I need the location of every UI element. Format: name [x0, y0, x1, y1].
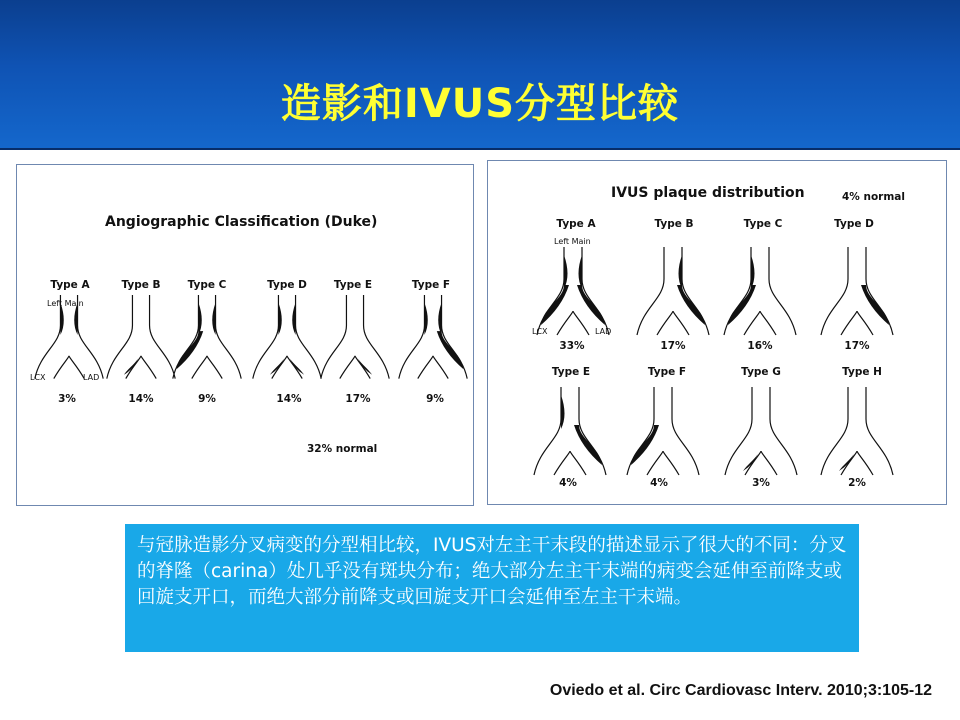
plaque	[861, 285, 889, 325]
angio-type-f-percent: 9%	[426, 393, 444, 405]
plaque	[679, 255, 683, 289]
angio-normal-label: 32% normal	[307, 443, 378, 455]
vessel-wall	[107, 295, 133, 379]
ivus-diagram-row1-2	[724, 247, 796, 335]
vessel-wall	[216, 295, 242, 379]
plaque	[579, 255, 583, 289]
ivus-normal-label: 4% normal	[842, 191, 905, 203]
angio-type-d-percent: 14%	[276, 393, 302, 405]
carina	[54, 356, 84, 379]
ivus-type-f-label: Type F	[647, 366, 687, 378]
vessel-wall	[173, 295, 199, 379]
carina	[554, 451, 586, 475]
vessel-wall	[579, 387, 606, 475]
plaque	[424, 303, 427, 335]
vessel-wall	[399, 295, 425, 379]
vessel-wall	[321, 295, 347, 379]
plaque	[751, 255, 755, 289]
ivus-type-f-percent: 4%	[650, 477, 668, 489]
carina	[745, 451, 777, 475]
plaque	[124, 359, 138, 375]
carina	[657, 311, 689, 335]
comparison-summary-box: 与冠脉造影分叉病变的分型相比较，IVUS对左主干末段的描述显示了很大的不同：分叉的脊隆（carina）处几乎没有斑块分布；绝大部分左主干末端的病变会延伸至前降支或回旋支开口，而绝大部分前降支或回旋支开口会延伸至左主干末端。	[125, 524, 859, 652]
angio-left-main-label: Left Main	[47, 299, 84, 308]
angio-diagram-4	[321, 295, 389, 379]
vessel-wall	[442, 295, 468, 379]
plaque	[198, 303, 201, 335]
vessel-wall	[769, 247, 796, 335]
angio-figure-title: Angiographic Classification (Duke)	[105, 214, 378, 230]
carina	[647, 451, 679, 475]
angio-type-d-label: Type D	[267, 279, 307, 291]
angio-type-e-percent: 17%	[345, 393, 371, 405]
carina	[272, 356, 302, 379]
ivus-type-e-label: Type E	[551, 366, 591, 378]
plaque	[631, 425, 659, 465]
vessel-wall	[672, 387, 699, 475]
ivus-diagram-row1-1	[637, 247, 709, 335]
title-bar	[0, 0, 960, 150]
carina	[841, 311, 873, 335]
vessel-wall	[724, 247, 751, 335]
angio-type-f-label: Type F	[411, 279, 451, 291]
citation: Oviedo et al. Circ Cardiovasc Interv. 2010;3:105-12	[549, 682, 932, 699]
ivus-diagram-row1-0	[537, 247, 612, 336]
ivus-type-e-percent: 4%	[559, 477, 577, 489]
angio-type-b-label: Type B	[121, 279, 161, 291]
vessel-wall	[364, 295, 390, 379]
angio-diagram-3	[253, 295, 321, 379]
carina	[841, 451, 873, 475]
vessel-wall	[253, 295, 279, 379]
angio-lcx-label: LCX	[30, 373, 46, 382]
ivus-type-h-label: Type H	[842, 366, 882, 378]
plaque	[541, 285, 569, 325]
ivus-type-c-label: Type C	[743, 218, 783, 230]
ivus-type-a-percent: 33%	[559, 340, 585, 352]
vessel-wall	[582, 247, 612, 336]
carina	[557, 311, 589, 335]
ivus-bifurcation-diagrams	[488, 161, 946, 504]
ivus-type-b-label: Type B	[654, 218, 694, 230]
angio-type-c-percent: 9%	[198, 393, 216, 405]
vessel-wall	[821, 247, 848, 335]
vessel-wall	[534, 387, 561, 475]
vessel-wall	[296, 295, 322, 379]
ivus-type-d-label: Type D	[834, 218, 874, 230]
ivus-left-main-label: Left Main	[554, 237, 591, 246]
ivus-diagram-row2-2	[725, 387, 797, 475]
plaque	[358, 359, 372, 375]
ivus-type-b-percent: 17%	[660, 340, 686, 352]
plaque	[290, 359, 304, 375]
plaque	[743, 454, 758, 471]
vessel-wall	[627, 387, 654, 475]
plaque	[677, 285, 705, 325]
plaque	[438, 303, 441, 335]
ivus-plaque-distribution-figure	[487, 160, 947, 505]
plaque	[278, 303, 281, 335]
ivus-type-c-percent: 16%	[747, 340, 773, 352]
plaque	[292, 303, 295, 335]
ivus-type-g-percent: 3%	[752, 477, 770, 489]
angio-type-e-label: Type E	[333, 279, 373, 291]
ivus-diagram-row2-3	[821, 387, 893, 475]
ivus-type-a-label: Type A	[556, 218, 596, 230]
vessel-wall	[682, 247, 709, 335]
plaque	[561, 395, 565, 429]
angio-type-a-percent: 3%	[58, 393, 76, 405]
vessel-wall	[150, 295, 176, 379]
angio-type-c-label: Type C	[187, 279, 227, 291]
carina	[340, 356, 370, 379]
vessel-wall	[725, 387, 752, 475]
plaque	[437, 331, 464, 369]
angio-diagram-1	[107, 295, 175, 379]
angio-lad-label: LAD	[83, 373, 100, 382]
vessel-wall	[770, 387, 797, 475]
ivus-diagram-row1-3	[821, 247, 893, 335]
vessel-wall	[821, 387, 848, 475]
plaque	[177, 331, 204, 369]
carina	[744, 311, 776, 335]
vessel-wall	[537, 247, 564, 335]
ivus-type-d-percent: 17%	[844, 340, 870, 352]
angio-diagram-5	[399, 295, 467, 379]
ivus-type-h-percent: 2%	[848, 477, 866, 489]
ivus-lad-label: LAD	[595, 327, 612, 336]
angiographic-classification-figure	[16, 164, 474, 506]
vessel-wall	[637, 247, 664, 335]
vessel-wall	[866, 247, 893, 335]
angio-diagram-2	[173, 295, 241, 379]
plaque	[577, 285, 605, 325]
carina	[418, 356, 448, 379]
plaque	[839, 454, 854, 471]
plaque	[212, 303, 215, 335]
plaque	[270, 359, 284, 375]
ivus-figure-title: IVUS plaque distribution	[611, 185, 805, 201]
plaque	[574, 425, 602, 465]
angio-type-b-percent: 14%	[128, 393, 154, 405]
plaque	[564, 255, 568, 289]
slide-title: 造影和IVUS分型比较	[280, 81, 680, 127]
ivus-diagram-row2-0	[534, 387, 606, 475]
carina	[192, 356, 222, 379]
ivus-diagram-row2-1	[627, 387, 699, 475]
angio-type-a-label: Type A	[50, 279, 90, 291]
carina	[126, 356, 156, 379]
ivus-type-g-label: Type G	[741, 366, 781, 378]
ivus-lcx-label: LCX	[532, 327, 548, 336]
plaque	[728, 285, 756, 325]
vessel-wall	[866, 387, 893, 475]
